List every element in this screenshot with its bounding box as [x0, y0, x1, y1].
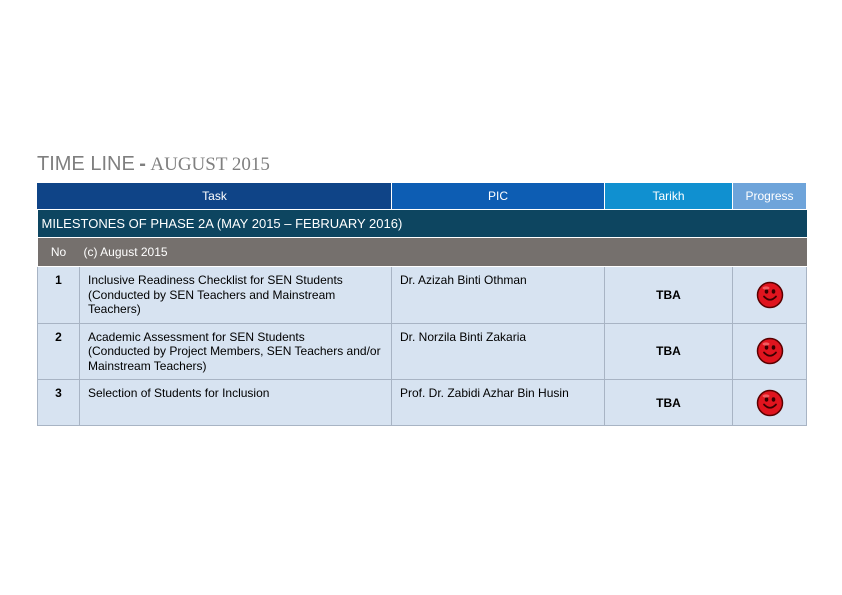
red-smiley-icon	[756, 389, 784, 417]
row-progress	[733, 267, 807, 324]
row-task	[80, 323, 392, 380]
row-progress	[733, 323, 807, 380]
row-tarikh: TBA	[605, 267, 733, 324]
header-progress: Progress	[733, 183, 807, 210]
row-number: 2	[38, 323, 80, 380]
row-number: 3	[38, 380, 80, 426]
table-row	[38, 267, 807, 324]
red-smiley-icon	[756, 281, 784, 309]
task-line: Inclusive Readiness Checklist for SEN Students	[88, 273, 343, 287]
row-progress	[733, 380, 807, 426]
title-sub: AUGUST 2015	[150, 154, 270, 175]
milestone-label: MILESTONES OF PHASE 2A (MAY 2015 – FEBRUARY 2016)	[38, 210, 807, 238]
subheader-version: (c) August 2015	[80, 238, 807, 267]
page-title	[37, 153, 270, 176]
row-tarikh: TBA	[605, 380, 733, 426]
milestone-row	[38, 210, 807, 238]
subheader-row	[38, 238, 807, 267]
header-task: Task	[38, 183, 392, 210]
task-line: Teachers)	[88, 302, 141, 316]
task-line: Selection of Students for Inclusion	[88, 386, 270, 400]
title-separator: -	[139, 153, 146, 175]
row-task	[80, 267, 392, 324]
subheader-no: No	[38, 238, 80, 267]
row-tarikh: TBA	[605, 323, 733, 380]
red-smiley-icon	[756, 337, 784, 365]
header-tarikh: Tarikh	[605, 183, 733, 210]
table-row	[38, 323, 807, 380]
task-line: (Conducted by SEN Teachers and Mainstream	[88, 287, 336, 302]
row-pic: Prof. Dr. Zabidi Azhar Bin Husin	[392, 380, 605, 426]
row-number: 1	[38, 267, 80, 324]
row-task	[80, 380, 392, 426]
table-row	[38, 380, 807, 426]
task-line: (Conducted by Project Members, SEN Teachers and/or	[88, 344, 381, 358]
task-line: Mainstream Teachers)	[88, 358, 207, 373]
task-line: Academic Assessment for SEN Students	[88, 329, 305, 344]
row-pic: Dr. Norzila Binti Zakaria	[392, 323, 605, 380]
row-pic: Dr. Azizah Binti Othman	[392, 267, 605, 324]
timeline-table	[37, 182, 807, 426]
header-pic: PIC	[392, 183, 605, 210]
title-main: TIME LINE	[37, 153, 135, 175]
header-row	[38, 183, 807, 210]
